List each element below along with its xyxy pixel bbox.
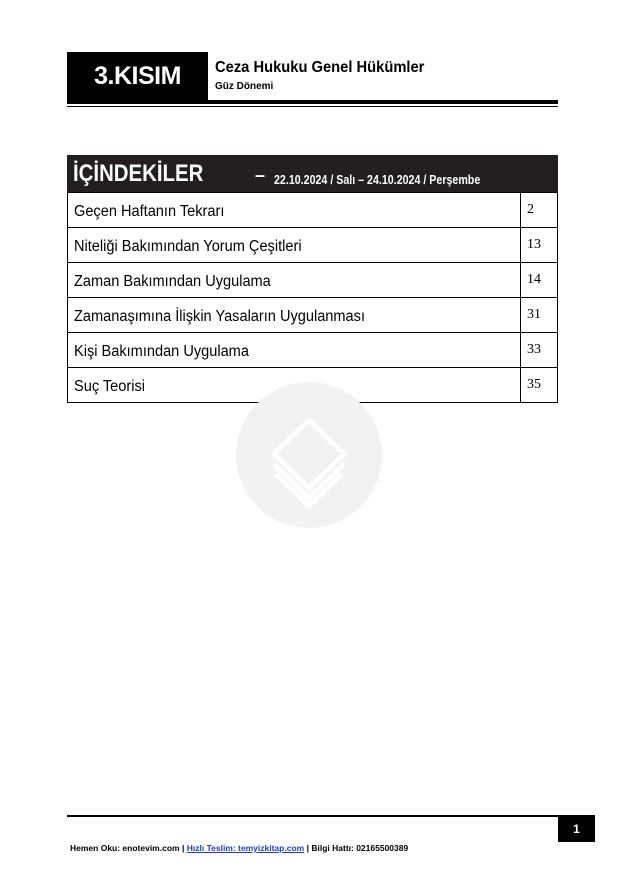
toc-item-title[interactable]: Geçen Haftanın Tekrarı bbox=[74, 203, 225, 220]
document-subtitle: Güz Dönemi bbox=[215, 81, 274, 92]
stacked-pages-icon bbox=[236, 382, 382, 528]
toc-row[interactable] bbox=[68, 333, 558, 368]
toc-row[interactable] bbox=[68, 298, 558, 333]
separator: | bbox=[181, 843, 185, 853]
toc-table bbox=[67, 192, 558, 403]
fast-delivery-link[interactable]: Hızlı Teslim: temyizkitap.com bbox=[186, 843, 305, 853]
toc-item-page: 2 bbox=[521, 193, 558, 228]
info-line-text: Bilgi Hattı: 02165500389 bbox=[311, 843, 409, 853]
footer-rule bbox=[67, 815, 595, 817]
toc-header bbox=[67, 155, 558, 192]
toc-item-page: 13 bbox=[521, 228, 558, 263]
watermark-logo bbox=[236, 382, 382, 528]
toc-item-title[interactable]: Suç Teorisi bbox=[74, 378, 145, 395]
section-label: 3.KISIM bbox=[67, 52, 208, 100]
toc-row[interactable] bbox=[68, 228, 558, 263]
toc-row[interactable] bbox=[68, 263, 558, 298]
toc-item-page: 35 bbox=[521, 368, 558, 403]
toc-item-page: 31 bbox=[521, 298, 558, 333]
toc-dash: – bbox=[255, 165, 266, 185]
footer-links bbox=[70, 843, 408, 853]
toc-item-page: 33 bbox=[521, 333, 558, 368]
document-title: Ceza Hukuku Genel Hükümler bbox=[215, 59, 425, 76]
header-rule-thin bbox=[67, 106, 558, 107]
toc-item-title[interactable]: Kişi Bakımından Uygulama bbox=[74, 343, 249, 360]
toc-item-title[interactable]: Niteliği Bakımından Yorum Çeşitleri bbox=[74, 238, 302, 255]
read-online-text: Hemen Oku: enotevim.com bbox=[70, 843, 180, 853]
page-number: 1 bbox=[558, 815, 595, 842]
toc-dates: 22.10.2024 / Salı – 24.10.2024 / Perşembe bbox=[274, 172, 481, 187]
toc-row[interactable] bbox=[68, 193, 558, 228]
toc-item-title[interactable]: Zaman Bakımından Uygulama bbox=[74, 273, 271, 290]
toc-item-page: 14 bbox=[521, 263, 558, 298]
separator: | bbox=[306, 843, 309, 853]
header-rule-thick bbox=[67, 100, 558, 104]
toc-heading: İÇİNDEKİLER bbox=[73, 160, 204, 187]
toc-item-title[interactable]: Zamanaşımına İlişkin Yasaların Uygulanması bbox=[74, 308, 365, 325]
